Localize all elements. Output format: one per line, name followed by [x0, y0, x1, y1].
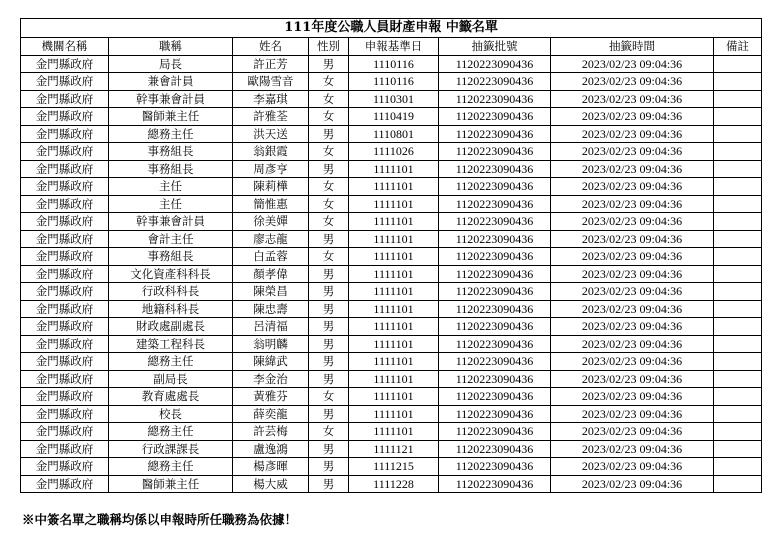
remark-cell — [714, 248, 762, 266]
name-cell: 翁銀霞 — [233, 143, 309, 161]
remark-cell — [714, 440, 762, 458]
batch-number-cell: 1120223090436 — [439, 230, 551, 248]
name-cell: 周彥亨 — [233, 160, 309, 178]
gender-cell: 女 — [309, 178, 349, 196]
gender-cell: 男 — [309, 458, 349, 476]
agency-cell: 金門縣政府 — [21, 300, 109, 318]
agency-cell: 金門縣政府 — [21, 440, 109, 458]
report-date-cell: 1111101 — [349, 213, 439, 231]
name-cell: 顏孝偉 — [233, 265, 309, 283]
title-cell: 校長 — [109, 405, 233, 423]
report-date-cell: 1111101 — [349, 335, 439, 353]
gender-cell: 男 — [309, 300, 349, 318]
remark-cell — [714, 90, 762, 108]
remark-cell — [714, 353, 762, 371]
remark-cell — [714, 108, 762, 126]
batch-number-cell: 1120223090436 — [439, 458, 551, 476]
name-cell: 楊彥暉 — [233, 458, 309, 476]
gender-cell: 男 — [309, 440, 349, 458]
batch-number-cell: 1120223090436 — [439, 108, 551, 126]
remark-cell — [714, 405, 762, 423]
report-date-cell: 1111215 — [349, 458, 439, 476]
draw-time-cell: 2023/02/23 09:04:36 — [551, 300, 714, 318]
batch-number-cell: 1120223090436 — [439, 143, 551, 161]
agency-cell: 金門縣政府 — [21, 230, 109, 248]
name-cell: 陳榮昌 — [233, 283, 309, 301]
name-cell: 陳緯武 — [233, 353, 309, 371]
remark-cell — [714, 230, 762, 248]
batch-number-cell: 1120223090436 — [439, 370, 551, 388]
report-date-cell: 1111101 — [349, 423, 439, 441]
name-cell: 白孟蓉 — [233, 248, 309, 266]
column-header: 職稱 — [109, 38, 233, 56]
remark-cell — [714, 283, 762, 301]
title-cell: 幹事兼會計員 — [109, 90, 233, 108]
draw-time-cell: 2023/02/23 09:04:36 — [551, 458, 714, 476]
draw-time-cell: 2023/02/23 09:04:36 — [551, 248, 714, 266]
batch-number-cell: 1120223090436 — [439, 213, 551, 231]
name-cell: 呂清福 — [233, 318, 309, 336]
batch-number-cell: 1120223090436 — [439, 440, 551, 458]
header-row — [21, 38, 762, 56]
gender-cell: 男 — [309, 405, 349, 423]
remark-cell — [714, 423, 762, 441]
report-date-cell: 1110116 — [349, 55, 439, 73]
table-row — [21, 143, 762, 161]
draw-time-cell: 2023/02/23 09:04:36 — [551, 335, 714, 353]
batch-number-cell: 1120223090436 — [439, 55, 551, 73]
agency-cell: 金門縣政府 — [21, 143, 109, 161]
table-row — [21, 353, 762, 371]
gender-cell: 女 — [309, 213, 349, 231]
table-body — [21, 55, 762, 493]
agency-cell: 金門縣政府 — [21, 388, 109, 406]
gender-cell: 女 — [309, 108, 349, 126]
title-cell: 醫師兼主任 — [109, 475, 233, 493]
report-date-cell: 1111101 — [349, 160, 439, 178]
report-date-cell: 1111228 — [349, 475, 439, 493]
report-date-cell: 1111026 — [349, 143, 439, 161]
agency-cell: 金門縣政府 — [21, 73, 109, 91]
name-cell: 陳莉樺 — [233, 178, 309, 196]
draw-time-cell: 2023/02/23 09:04:36 — [551, 108, 714, 126]
batch-number-cell: 1120223090436 — [439, 178, 551, 196]
agency-cell: 金門縣政府 — [21, 353, 109, 371]
draw-time-cell: 2023/02/23 09:04:36 — [551, 475, 714, 493]
winners-table — [20, 18, 762, 493]
remark-cell — [714, 55, 762, 73]
name-cell: 楊大威 — [233, 475, 309, 493]
report-date-cell: 1111101 — [349, 265, 439, 283]
title-cell: 事務組長 — [109, 143, 233, 161]
remark-cell — [714, 318, 762, 336]
report-date-cell: 1111101 — [349, 300, 439, 318]
title-cell: 總務主任 — [109, 353, 233, 371]
title-cell: 文化資產科科長 — [109, 265, 233, 283]
gender-cell: 男 — [309, 125, 349, 143]
draw-time-cell: 2023/02/23 09:04:36 — [551, 370, 714, 388]
gender-cell: 男 — [309, 475, 349, 493]
remark-cell — [714, 195, 762, 213]
draw-time-cell: 2023/02/23 09:04:36 — [551, 178, 714, 196]
gender-cell: 女 — [309, 90, 349, 108]
batch-number-cell: 1120223090436 — [439, 248, 551, 266]
table-row — [21, 265, 762, 283]
gender-cell: 女 — [309, 248, 349, 266]
agency-cell: 金門縣政府 — [21, 160, 109, 178]
batch-number-cell: 1120223090436 — [439, 353, 551, 371]
column-header: 機關名稱 — [21, 38, 109, 56]
remark-cell — [714, 143, 762, 161]
batch-number-cell: 1120223090436 — [439, 73, 551, 91]
remark-cell — [714, 265, 762, 283]
title-cell: 行政課課長 — [109, 440, 233, 458]
title-row — [21, 19, 762, 38]
table-row — [21, 370, 762, 388]
table-row — [21, 125, 762, 143]
remark-cell — [714, 475, 762, 493]
agency-cell: 金門縣政府 — [21, 335, 109, 353]
gender-cell: 男 — [309, 318, 349, 336]
remark-cell — [714, 178, 762, 196]
batch-number-cell: 1120223090436 — [439, 335, 551, 353]
report-date-cell: 1111121 — [349, 440, 439, 458]
batch-number-cell: 1120223090436 — [439, 300, 551, 318]
title-cell: 總務主任 — [109, 458, 233, 476]
column-header: 抽籤批號 — [439, 38, 551, 56]
name-cell: 許正芳 — [233, 55, 309, 73]
report-date-cell: 1110116 — [349, 73, 439, 91]
agency-cell: 金門縣政府 — [21, 318, 109, 336]
gender-cell: 女 — [309, 388, 349, 406]
title-cell: 會計主任 — [109, 230, 233, 248]
gender-cell: 男 — [309, 265, 349, 283]
table-row — [21, 213, 762, 231]
gender-cell: 女 — [309, 73, 349, 91]
agency-cell: 金門縣政府 — [21, 370, 109, 388]
table-row — [21, 230, 762, 248]
agency-cell: 金門縣政府 — [21, 475, 109, 493]
report-date-cell: 1110419 — [349, 108, 439, 126]
title-cell: 建築工程科長 — [109, 335, 233, 353]
table-row — [21, 248, 762, 266]
draw-time-cell: 2023/02/23 09:04:36 — [551, 143, 714, 161]
column-header: 姓名 — [233, 38, 309, 56]
draw-time-cell: 2023/02/23 09:04:36 — [551, 230, 714, 248]
title-cell: 事務組長 — [109, 248, 233, 266]
draw-time-cell: 2023/02/23 09:04:36 — [551, 265, 714, 283]
name-cell: 李嘉琪 — [233, 90, 309, 108]
remark-cell — [714, 213, 762, 231]
name-cell: 盧逸鴻 — [233, 440, 309, 458]
column-header: 備註 — [714, 38, 762, 56]
report-date-cell: 1111101 — [349, 195, 439, 213]
batch-number-cell: 1120223090436 — [439, 90, 551, 108]
table-row — [21, 160, 762, 178]
name-cell: 徐美嬋 — [233, 213, 309, 231]
agency-cell: 金門縣政府 — [21, 195, 109, 213]
name-cell: 洪天送 — [233, 125, 309, 143]
report-date-cell: 1110801 — [349, 125, 439, 143]
agency-cell: 金門縣政府 — [21, 265, 109, 283]
report-date-cell: 1111101 — [349, 353, 439, 371]
remark-cell — [714, 370, 762, 388]
title-cell: 總務主任 — [109, 125, 233, 143]
gender-cell: 男 — [309, 335, 349, 353]
agency-cell: 金門縣政府 — [21, 405, 109, 423]
agency-cell: 金門縣政府 — [21, 283, 109, 301]
batch-number-cell: 1120223090436 — [439, 195, 551, 213]
batch-number-cell: 1120223090436 — [439, 318, 551, 336]
footnote: ※中簽名單之職稱均係以申報時所任職務為依據！ — [22, 512, 298, 527]
table-row — [21, 108, 762, 126]
batch-number-cell: 1120223090436 — [439, 388, 551, 406]
column-header: 性別 — [309, 38, 349, 56]
name-cell: 歐陽雪音 — [233, 73, 309, 91]
report-date-cell: 1111101 — [349, 405, 439, 423]
title-cell: 事務組長 — [109, 160, 233, 178]
table-row — [21, 73, 762, 91]
agency-cell: 金門縣政府 — [21, 248, 109, 266]
title-cell: 主任 — [109, 195, 233, 213]
table-row — [21, 300, 762, 318]
remark-cell — [714, 388, 762, 406]
table-row — [21, 335, 762, 353]
gender-cell: 男 — [309, 55, 349, 73]
title-cell: 教育處處長 — [109, 388, 233, 406]
agency-cell: 金門縣政府 — [21, 423, 109, 441]
table-row — [21, 195, 762, 213]
draw-time-cell: 2023/02/23 09:04:36 — [551, 160, 714, 178]
agency-cell: 金門縣政府 — [21, 108, 109, 126]
gender-cell: 男 — [309, 353, 349, 371]
report-date-cell: 1111101 — [349, 248, 439, 266]
report-date-cell: 1111101 — [349, 178, 439, 196]
table-row — [21, 318, 762, 336]
lottery-list-sheet — [20, 18, 761, 493]
remark-cell — [714, 160, 762, 178]
gender-cell: 女 — [309, 423, 349, 441]
batch-number-cell: 1120223090436 — [439, 423, 551, 441]
table-row — [21, 475, 762, 493]
draw-time-cell: 2023/02/23 09:04:36 — [551, 195, 714, 213]
gender-cell: 女 — [309, 195, 349, 213]
table-row — [21, 283, 762, 301]
draw-time-cell: 2023/02/23 09:04:36 — [551, 440, 714, 458]
remark-cell — [714, 73, 762, 91]
name-cell: 許芸梅 — [233, 423, 309, 441]
remark-cell — [714, 458, 762, 476]
report-date-cell: 1111101 — [349, 283, 439, 301]
title-cell: 幹事兼會計員 — [109, 213, 233, 231]
agency-cell: 金門縣政府 — [21, 55, 109, 73]
remark-cell — [714, 125, 762, 143]
batch-number-cell: 1120223090436 — [439, 265, 551, 283]
report-date-cell: 1111101 — [349, 230, 439, 248]
agency-cell: 金門縣政府 — [21, 458, 109, 476]
agency-cell: 金門縣政府 — [21, 178, 109, 196]
title-cell: 副局長 — [109, 370, 233, 388]
document-title: 111年度公職人員財產申報 中籤名單 — [21, 19, 762, 38]
draw-time-cell: 2023/02/23 09:04:36 — [551, 405, 714, 423]
batch-number-cell: 1120223090436 — [439, 283, 551, 301]
draw-time-cell: 2023/02/23 09:04:36 — [551, 423, 714, 441]
table-row — [21, 440, 762, 458]
report-date-cell: 1111101 — [349, 370, 439, 388]
name-cell: 簡惟惠 — [233, 195, 309, 213]
draw-time-cell: 2023/02/23 09:04:36 — [551, 73, 714, 91]
agency-cell: 金門縣政府 — [21, 213, 109, 231]
batch-number-cell: 1120223090436 — [439, 475, 551, 493]
batch-number-cell: 1120223090436 — [439, 125, 551, 143]
title-cell: 地籍科科長 — [109, 300, 233, 318]
table-row — [21, 458, 762, 476]
title-cell: 財政處副處長 — [109, 318, 233, 336]
table-row — [21, 55, 762, 73]
draw-time-cell: 2023/02/23 09:04:36 — [551, 90, 714, 108]
remark-cell — [714, 335, 762, 353]
draw-time-cell: 2023/02/23 09:04:36 — [551, 388, 714, 406]
table-row — [21, 423, 762, 441]
agency-cell: 金門縣政府 — [21, 90, 109, 108]
draw-time-cell: 2023/02/23 09:04:36 — [551, 213, 714, 231]
batch-number-cell: 1120223090436 — [439, 160, 551, 178]
table-row — [21, 405, 762, 423]
title-cell: 行政科科長 — [109, 283, 233, 301]
title-cell: 總務主任 — [109, 423, 233, 441]
draw-time-cell: 2023/02/23 09:04:36 — [551, 353, 714, 371]
draw-time-cell: 2023/02/23 09:04:36 — [551, 283, 714, 301]
report-date-cell: 1111101 — [349, 318, 439, 336]
title-cell: 主任 — [109, 178, 233, 196]
remark-cell — [714, 300, 762, 318]
name-cell: 薛奕龍 — [233, 405, 309, 423]
report-date-cell: 1110301 — [349, 90, 439, 108]
column-header: 抽籤時間 — [551, 38, 714, 56]
gender-cell: 男 — [309, 283, 349, 301]
draw-time-cell: 2023/02/23 09:04:36 — [551, 125, 714, 143]
agency-cell: 金門縣政府 — [21, 125, 109, 143]
table-row — [21, 388, 762, 406]
gender-cell: 男 — [309, 230, 349, 248]
title-cell: 醫師兼主任 — [109, 108, 233, 126]
report-date-cell: 1111101 — [349, 388, 439, 406]
column-header: 申報基準日 — [349, 38, 439, 56]
name-cell: 許雅荃 — [233, 108, 309, 126]
gender-cell: 男 — [309, 370, 349, 388]
name-cell: 廖志龍 — [233, 230, 309, 248]
name-cell: 李金治 — [233, 370, 309, 388]
title-cell: 局長 — [109, 55, 233, 73]
batch-number-cell: 1120223090436 — [439, 405, 551, 423]
name-cell: 翁明麟 — [233, 335, 309, 353]
name-cell: 陳忠壽 — [233, 300, 309, 318]
name-cell: 黃雅芬 — [233, 388, 309, 406]
table-row — [21, 178, 762, 196]
table-row — [21, 90, 762, 108]
title-cell: 兼會計員 — [109, 73, 233, 91]
draw-time-cell: 2023/02/23 09:04:36 — [551, 318, 714, 336]
draw-time-cell: 2023/02/23 09:04:36 — [551, 55, 714, 73]
gender-cell: 男 — [309, 160, 349, 178]
gender-cell: 女 — [309, 143, 349, 161]
